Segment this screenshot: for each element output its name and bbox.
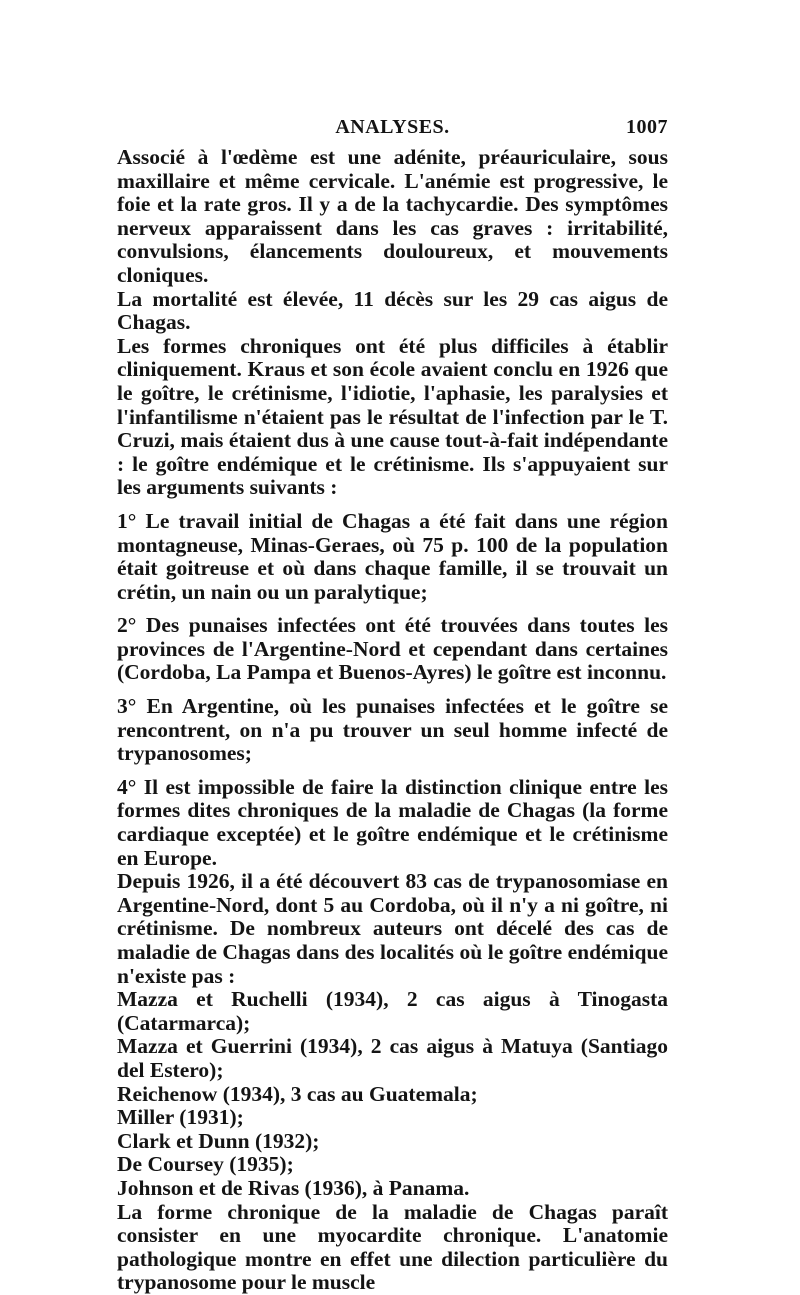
list-item: Johnson et de Rivas (1936), à Panama. <box>117 1175 470 1200</box>
list-item: Miller (1931); <box>117 1105 244 1130</box>
paragraph-chronic-forms: Les formes chroniques ont été plus difficiles à établir cliniquement. Kraus et son école avaient conclu en 1926 que le goître, le crétinisme, l'idiotie, l'aphasie, les paralysies et l'infantilisme n'étaient pas le résultat de l'infection par le T. Cruzi, mais étaient dus à une cause tout-à-fait indépendante : le goître endémique et le crétinisme. Ils s'appuyaient sur les arguments suivants : <box>117 333 668 500</box>
reference-list <box>117 988 668 1200</box>
body-text <box>117 146 668 988</box>
page-number: 1007 <box>626 116 668 138</box>
list-item: Mazza et Guerrini (1934), 2 cas aigus à Matuya (Santiago del Estero); <box>117 1034 668 1082</box>
argument-4: 4° Il est impossible de faire la distinction clinique entre les formes dites chroniques de la maladie de Chagas (la forme cardiaque exceptée) et le goître endémique et le crétinisme en Europe. <box>117 774 668 870</box>
running-head <box>117 112 668 146</box>
argument-1: 1° Le travail initial de Chagas a été fait dans une région montagneuse, Minas-Geraes, où 75 p. 100 de la population était goitreuse et où dans chaque famille, il se trouvait un crétin, un nain ou un paralytique; <box>117 508 668 604</box>
paragraph-mortality: La mortalité est élevée, 11 décès sur les 29 cas aigus de Chagas. <box>117 286 668 335</box>
paragraph-since-1926: Depuis 1926, il a été découvert 83 cas de trypanosomiase en Argentine-Nord, dont 5 au Cordoba, où il n'y a ni goître, ni crétinisme. De nombreux auteurs ont décelé des cas de maladie de Chagas dans des localités où le goître endémique n'existe pas : <box>117 869 668 988</box>
argument-2: 2° Des punaises infectées ont été trouvées dans toutes les provinces de l'Argentine-Nord et cependant dans certaines (Cordoba, La Pampa et Buenos-Ayres) le goître est inconnu. <box>117 613 668 685</box>
list-item: Mazza et Ruchelli (1934), 2 cas aigus à Tinogasta (Catarmarca); <box>117 987 668 1035</box>
list-item: Clark et Dunn (1932); <box>117 1128 320 1153</box>
list-item: De Coursey (1935); <box>117 1152 294 1177</box>
paragraph-closing: La forme chronique de la maladie de Chagas paraît consister en une myocardite chronique. L'anatomie pathologique montre en effet une dilection particulière du trypanosome pour le muscle <box>117 1199 668 1295</box>
argument-3: 3° En Argentine, où les punaises infectées et le goître se rencontrent, on n'a pu trouver un seul homme infecté de trypanosomes; <box>117 694 668 766</box>
document-page <box>117 112 668 1295</box>
list-item: Reichenow (1934), 3 cas au Guatemala; <box>117 1081 478 1106</box>
paragraph-symptoms: Associé à l'œdème est une adénite, préauriculaire, sous maxillaire et même cervicale. L'anémie est progressive, le foie et la rate gros. Il y a de la tachycardie. Des symptômes nerveux apparaissent dans les cas graves : irritabilité, convulsions, élancements douloureux, et mouvements cloniques. <box>117 145 668 287</box>
running-title: ANALYSES. <box>335 116 450 138</box>
